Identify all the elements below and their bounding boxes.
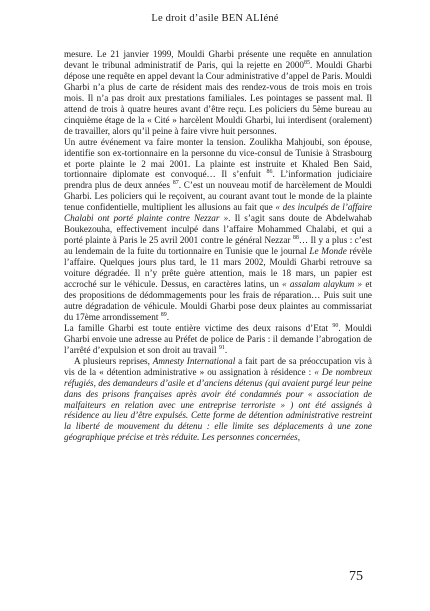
body-text	[64, 49, 372, 443]
running-title: Le droit d’asile BEN ALIéné	[151, 13, 279, 24]
text-run: . C’est un nouveau motif de harcèlement de Mouldi Gharbi. Les policiers qui le reçoivent, au courant avant tout le monde de la plainte tenue confidentielle, multiplient les allusions au fait que	[64, 180, 372, 213]
italic-run: « De nombreux réfugiés, des demandeurs d’asile et d’anciens détenus (qui avaient purgé leur peine dans des prisons françaises après avoir été condamnés pour « association de malfaiteurs en relation avec une entreprise terroriste » ) ont été assignés à résidence au lieu d’être expulsés. Cette forme de détention administrative restreint la liberté de mouvement du détenu : elle limite ses déplacements à une zone géographique précise et très réduite. Les personnes concernées,	[64, 366, 372, 443]
text-run: .	[166, 311, 169, 322]
text-run: mesure. Le 21 janvier 1999, Mouldi Gharbi présente une requête en annulation devant le tribunal administratif de Paris, qui la rejette en 2000	[64, 49, 372, 70]
text-run: .	[224, 344, 228, 355]
text-run: A plusieurs reprises,	[74, 355, 153, 366]
footnote-ref: 86	[266, 169, 273, 176]
footnote-ref: 88	[292, 235, 299, 242]
text-run: Un autre événement va faire monter la tension. Zoulikha Mahjoubi, son épouse, identifie son ex-tortionnaire en la personne du vice-consul de Tunisie à Strasbourg et porte plainte le 2 mai 2001. La plainte est instruite et Khaled Ben Said, tortionnaire diplomate est convoqué… Il s’enfuit	[64, 136, 372, 180]
text-run: . Il s’agit sans doute de Abdelwahab Boukezouha, effectivement inculpé dans l’affaire Mohammed Chalabi, et qui a porté plainte à Paris le 25 avril 2001 contre le général Nezzar	[64, 213, 372, 246]
footnote-ref: 85	[304, 59, 310, 66]
footnote-ref: 87	[172, 180, 179, 187]
page-number: 75	[349, 569, 363, 584]
paragraph	[64, 49, 372, 137]
text-run: et des propositions de dédommagements pour les frais de réparation… Puis suit une autre dégradation de véhicule. Mouldi Gharbi pose deux plaintes au commissariat du 17ème arrondissement	[64, 279, 372, 322]
paragraph	[64, 323, 372, 356]
paragraph	[64, 356, 372, 444]
footnote-ref: 89	[160, 311, 167, 318]
text-run: a fait part de sa préoccupation vis à vis de la « détention administrative » ou assignation à résidence :	[64, 355, 372, 377]
italic-run: « des inculpés de l’affaire Chalabi ont porté plainte contre Nezzar »	[64, 202, 372, 224]
text-run: La famille Gharbi est toute entière victime des deux raisons d’Etat	[64, 322, 333, 333]
footnote-ref: 91	[218, 344, 225, 351]
italic-run: Amnesty International	[152, 355, 236, 366]
text-run: révèle l’affaire. Quelques jours plus tard, le 11 mars 2002, Mouldi Gharbi retrouve sa voiture dégradée. Il n’y prête guère attention, mais le 18 mars, un papier est accroché sur le véhicule. Dessus, en caractères latins, un	[64, 246, 372, 290]
italic-run: Le Monde	[309, 246, 347, 257]
italic-run: « assalam alaykum »	[282, 279, 363, 290]
footnote-ref: 90	[332, 322, 339, 329]
text-run: . L’information judiciaire prendra plus de deux années	[64, 169, 372, 191]
text-run: … Il y a plus : c’est au lendemain de la fuite du tortionnaire en Tunisie que le journal	[64, 235, 372, 257]
paragraph	[64, 137, 372, 323]
text-run: . Mouldi Gharbi envoie une adresse au Préfet de police de Paris : il demande l’abrogation de l’arrêté d’expulsion et son droit au travail	[64, 322, 372, 355]
text-run: . Mouldi Gharbi dépose une requête en appel devant la Cour administrative d’appel de Paris. Mouldi Gharbi n’a plus de carte de résident mais des rendez-vous de trois mois en trois mois. Il n’a pas droit aux prestations familiales. Les pointages se passent mal. Il attend de trois à quatre heures avant d’être reçu. Les policiers du 5ème bureau au cinquième étage de la « Cité » harcèlent Mouldi Gharbi, lui interdisent (oralement) de travailler, alors qu’il peine à faire vivre huit personnes.	[64, 59, 372, 136]
